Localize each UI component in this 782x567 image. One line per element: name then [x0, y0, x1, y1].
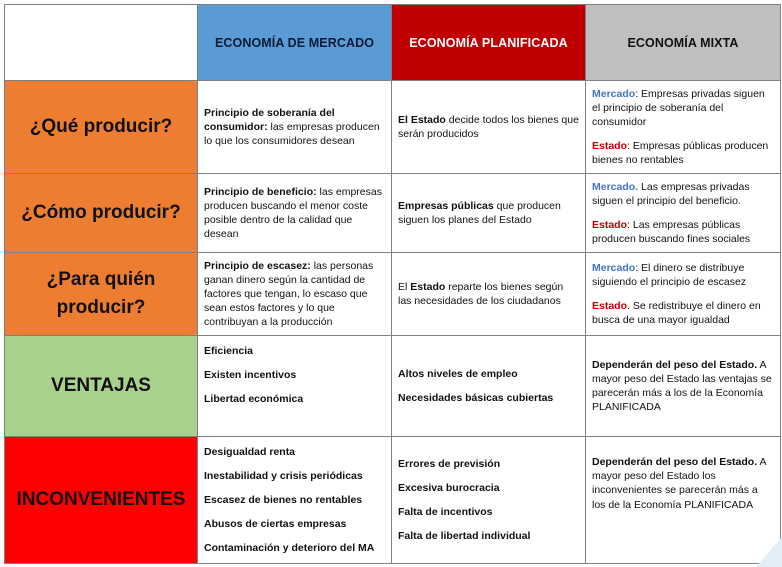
cell-que-mercado: Principio de soberanía del consumidor: las empresas producen lo que los consumidores desean	[198, 81, 392, 174]
list-item: Falta de incentivos	[398, 506, 493, 518]
list-item: Escasez de bienes no rentables	[204, 493, 363, 506]
row-inconvenientes	[5, 437, 781, 564]
list-item: Eficiencia	[204, 345, 254, 357]
cell-inconvenientes-mixta: Dependerán del peso del Estado. A mayor peso del Estado los inconvenientes se parecerán más a los de la Economía PLANIFICADA	[586, 437, 781, 564]
economy-comparison-table	[4, 4, 781, 564]
row-como-producir	[5, 174, 781, 253]
list-item: Inestabilidad y crisis periódicas	[204, 469, 363, 482]
list-item: Errores de previsión	[398, 457, 501, 470]
cell-inconvenientes-plan	[392, 437, 586, 564]
list-item: Desigualdad renta	[204, 445, 296, 458]
header-mercado: ECONOMÍA DE MERCADO	[198, 5, 392, 81]
cell-que-plan: El Estado decide todos los bienes que serán producidos	[392, 81, 586, 174]
list-item: Excesiva burocracia	[398, 481, 500, 494]
list-item: Existen incentivos	[204, 369, 297, 382]
cell-inconvenientes-mercado	[198, 437, 392, 564]
row-label-quien-line1: ¿Para quién	[46, 268, 156, 290]
cell-quien-mercado: Principio de escasez: las personas ganan dinero según la cantidad de factores que tengan, lo escaso que sean estos factores y lo que contribuyan a la producción	[198, 253, 392, 336]
cell-ventajas-mercado	[198, 336, 392, 437]
row-label-quien	[5, 253, 198, 336]
row-para-quien	[5, 253, 781, 336]
list-item: Necesidades básicas cubiertas	[398, 392, 554, 404]
row-label-como: ¿Cómo producir?	[5, 174, 198, 253]
cell-como-mixta: Mercado. Las empresas privadas siguen el principio del beneficio. Estado: Las empresas públicas producen buscando fines sociales	[586, 174, 781, 253]
list-item: Libertad económica	[204, 393, 304, 406]
cell-que-mixta: Mercado: Empresas privadas siguen el principio de soberanía del consumidor Estado: Empresas públicas producen bienes no rentables	[586, 81, 781, 174]
cell-como-mercado: Principio de beneficio: las empresas producen buscando el menor coste posible dentro de la calidad que desean	[198, 174, 392, 253]
cell-quien-plan: El Estado reparte los bienes según las necesidades de los ciudadanos	[392, 253, 586, 336]
cell-ventajas-plan	[392, 336, 586, 437]
corner-cell	[5, 5, 198, 81]
row-que-producir	[5, 81, 781, 174]
row-label-quien-line2: producir?	[56, 297, 146, 318]
row-ventajas	[5, 336, 781, 437]
header-row	[5, 5, 781, 81]
cell-como-plan: Empresas públicas que producen siguen los planes del Estado	[392, 174, 586, 253]
row-label-inconvenientes: INCONVENIENTES	[5, 437, 198, 564]
header-planificada: ECONOMÍA PLANIFICADA	[392, 5, 586, 81]
cell-ventajas-mixta: Dependerán del peso del Estado. A mayor peso del Estado las ventajas se parecerán más a los de la Economía PLANIFICADA	[586, 336, 781, 437]
list-item: Altos niveles de empleo	[398, 367, 518, 380]
header-mixta: ECONOMÍA MIXTA	[586, 5, 781, 81]
list-item: Contaminación y deterioro del MA	[204, 542, 375, 555]
corner-decoration	[756, 537, 782, 567]
row-label-ventajas: VENTAJAS	[5, 336, 198, 437]
list-item: Falta de libertad individual	[398, 530, 531, 543]
cell-quien-mixta: Mercado: El dinero se distribuye siguiendo el principio de escasez Estado. Se redistribuye el dinero en busca de una mayor igualdad	[586, 253, 781, 336]
row-label-que: ¿Qué producir?	[5, 81, 198, 174]
list-item: Abusos de ciertas empresas	[204, 518, 347, 531]
